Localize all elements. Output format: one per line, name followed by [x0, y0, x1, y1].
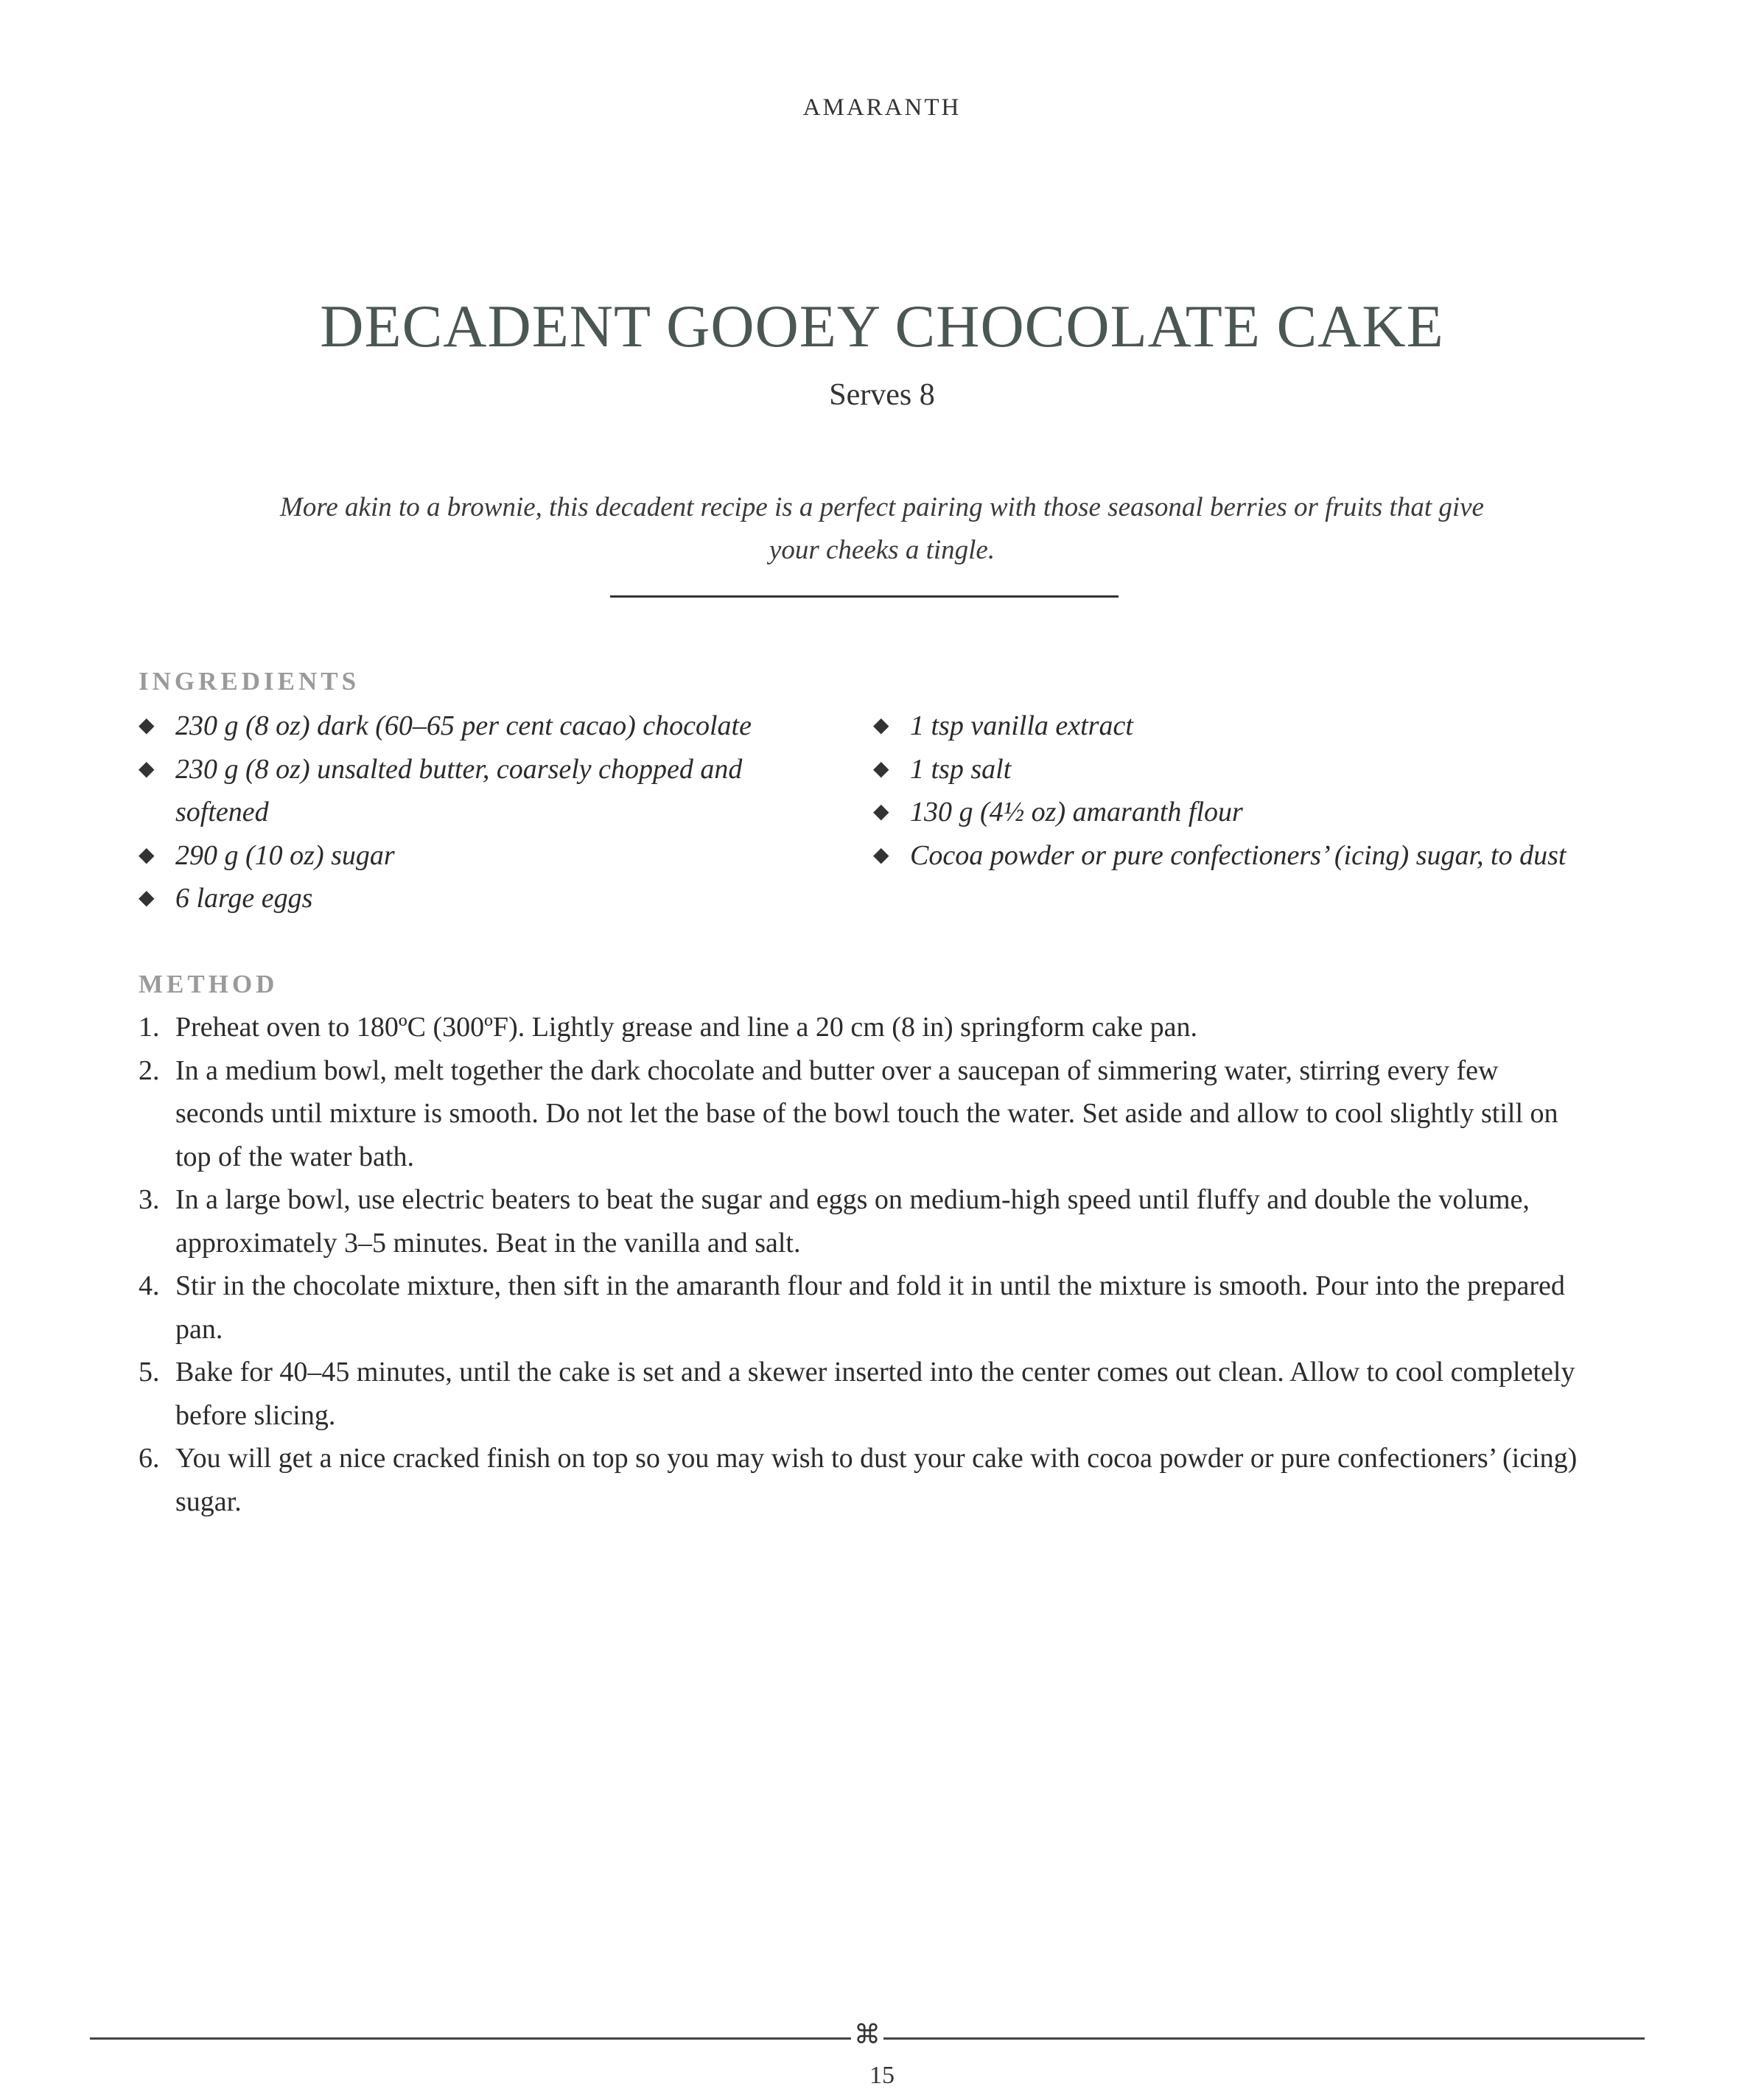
ingredient-item	[873, 791, 1632, 834]
diamond-bullet-icon: ◆	[873, 800, 889, 823]
step-number: 3.	[139, 1184, 160, 1215]
intro-divider	[610, 595, 1119, 598]
ingredient-text: 1 tsp vanilla extract	[910, 710, 1133, 741]
step-number: 2.	[139, 1054, 160, 1086]
method-step	[139, 1006, 1592, 1049]
ingredient-text: 130 g (4½ oz) amaranth flour	[910, 797, 1243, 827]
ingredients-list-left	[139, 704, 831, 920]
ingredient-item	[139, 704, 831, 748]
method-step	[139, 1351, 1592, 1437]
step-text: In a large bowl, use electric beaters to beat the sugar and eggs on medium-high speed until fluffy and double the volume, approximately 3–5 minutes. Beat in the vanilla and salt.	[175, 1184, 1530, 1259]
method-steps	[139, 1006, 1592, 1523]
ingredient-text: 6 large eggs	[175, 883, 313, 914]
ingredient-text: 1 tsp salt	[910, 753, 1012, 785]
step-number: 1.	[139, 1012, 160, 1043]
step-number: 6.	[139, 1443, 160, 1474]
ingredients-heading: INGREDIENTS	[139, 667, 360, 696]
ingredient-item	[873, 834, 1632, 878]
method-step	[139, 1264, 1592, 1351]
running-header: AMARANTH	[802, 94, 962, 121]
step-text: In a medium bowl, melt together the dark chocolate and butter over a saucepan of simmering water, stirring every few seconds until mixture is smooth. Do not let the base of the bowl touch the water. Set aside and allow to cool slightly still on top of the water bath.	[175, 1054, 1558, 1172]
method-step	[139, 1178, 1592, 1264]
ingredient-text: 290 g (10 oz) sugar	[175, 839, 395, 871]
serves-text: Serves 8	[829, 378, 935, 412]
ingredient-text: 230 g (8 oz) dark (60–65 per cent cacao) chocolate	[175, 710, 752, 741]
ingredient-text: Cocoa powder or pure confectioners’ (icing) sugar, to dust	[910, 839, 1567, 871]
diamond-bullet-icon: ◆	[873, 843, 889, 867]
method-step	[139, 1049, 1592, 1179]
diamond-bullet-icon: ◆	[139, 757, 155, 780]
ingredients-list-right	[873, 704, 1632, 877]
diamond-bullet-icon: ◆	[873, 757, 889, 780]
ingredient-text: 230 g (8 oz) unsalted butter, coarsely chopped and softened	[175, 753, 743, 827]
recipe-title: DECADENT GOOEY CHOCOLATE CAKE	[320, 293, 1444, 360]
recipe-intro: More akin to a brownie, this decadent recipe is a perfect pairing with those seasonal berries or fruits that give your cheeks a tingle.	[280, 492, 1484, 565]
diamond-bullet-icon: ◆	[139, 843, 155, 867]
ingredient-item	[139, 748, 831, 834]
step-text: Stir in the chocolate mixture, then sift in the amaranth flour and fold it in until the mixture is smooth. Pour into the prepared pan.	[175, 1270, 1565, 1345]
knot-ornament-icon: ⌘	[851, 2018, 883, 2051]
ingredient-item	[139, 877, 831, 920]
method-heading: METHOD	[139, 970, 279, 998]
step-text: Bake for 40–45 minutes, until the cake is set and a skewer inserted into the center comes out clean. Allow to cool completely before slicing.	[175, 1357, 1575, 1431]
diamond-bullet-icon: ◆	[873, 714, 889, 737]
page-number: 15	[869, 2062, 895, 2089]
ingredient-item	[139, 834, 831, 878]
step-number: 4.	[139, 1270, 160, 1301]
diamond-bullet-icon: ◆	[139, 714, 155, 737]
ingredient-item	[873, 748, 1632, 791]
method-step	[139, 1437, 1592, 1523]
step-text: You will get a nice cracked finish on top so you may wish to dust your cake with cocoa powder or pure confectioners’ (icing) sugar.	[175, 1443, 1578, 1517]
step-text: Preheat oven to 180ºC (300ºF). Lightly grease and line a 20 cm (8 in) springform cake pan.	[175, 1012, 1197, 1043]
ingredient-item	[873, 704, 1632, 748]
step-number: 5.	[139, 1357, 160, 1388]
diamond-bullet-icon: ◆	[139, 886, 155, 909]
